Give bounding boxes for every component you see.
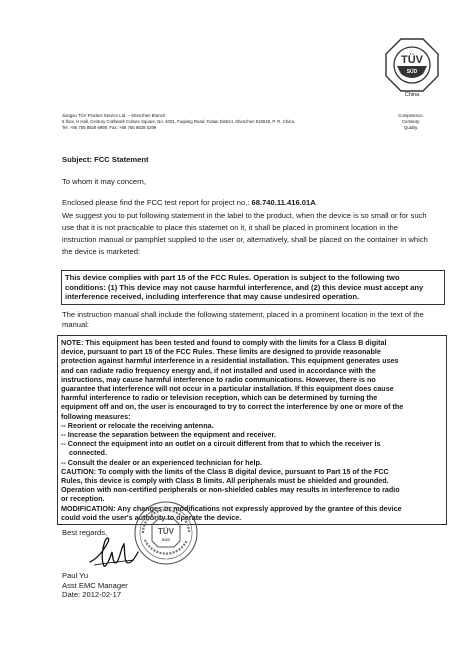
note-line: -- Consult the dealer or an experienced technician for help. <box>61 457 262 467</box>
stamp-text: TÜV <box>158 527 174 536</box>
note-line: -- Increase the separation between the equipment and receiver. <box>61 430 276 440</box>
greeting: To whom it may concern, <box>62 177 146 186</box>
paragraph-line: use that it is not practicable to place this statemet on it, it shall be placed in prominent location in the <box>62 223 399 232</box>
stamp-sub: SÜD <box>161 537 171 542</box>
signer-block <box>62 571 128 600</box>
statement-line: conditions: (1) This device may not cause harmful interference, and (2) this device must accept any <box>65 282 424 292</box>
company-line: Tel: +86 755 8828 6998, Fax: +86 755 8828 5299 <box>62 124 157 130</box>
company-address <box>62 113 392 130</box>
note-line: -- Reorient or relocate the receiving antenna. <box>61 420 214 430</box>
note-line: NOTE: This equipment has been tested and found to comply with the limits for a Class B digital <box>61 338 387 347</box>
note-line: could void the user's authority to operate the device. <box>61 512 242 522</box>
note-line: and can radiate radio frequency energy and, if not installed and used in accordance with the <box>61 365 376 375</box>
paragraph-line: We suggest you to put following statement in the label to the product, when the device is so small or for such <box>62 211 427 220</box>
enclosed-prefix: Enclosed please find the FCC test report for project no.: <box>62 198 252 207</box>
note-line: Rules, this device is comply with Class B limits. All peripherals must be shielded and grounded. <box>61 476 389 486</box>
motto-line: Certainty. <box>401 118 421 124</box>
instruction-paragraph <box>62 210 442 258</box>
paragraph-line: the device is marketed: <box>62 247 141 256</box>
company-line: 6 floor, H Hall, Century Craftwork Culture Square, No. 4001, Fuqiang Road, Futian District, Shenzhen 518048, P. R. China, <box>62 118 296 124</box>
note-line: harmful interference to radio or television reception, which can be determined by turning the <box>61 393 378 403</box>
logo-text: TÜV <box>401 54 423 66</box>
project-number: 68.740.11.416.01A <box>251 198 316 207</box>
note-line: -- Connect the equipment into an outlet on a circuit different from that to which the receiver is <box>61 439 381 449</box>
motto-line: Quality. <box>403 124 419 130</box>
note-line: Operation with non-certified peripherals or non-shielded cables may results in interference to radio <box>61 485 400 495</box>
company-seal-stamp <box>133 500 199 566</box>
note-line: equipment off and on, the user is encouraged to try to correct the interference by one or more of the <box>61 402 404 412</box>
company-line: Jiangsu TÜV Product Service Ltd. – Shenzhen Branch <box>62 113 166 118</box>
note-line: guarantee that interference will not occur in a particular installation. If this equipment does cause <box>61 384 394 394</box>
subject-line: Subject: FCC Statement <box>62 155 149 164</box>
note-line: MODIFICATION: Any changes or modifications not expressly approved by the grantee of this device <box>61 503 402 513</box>
signer-name: Paul Yu <box>62 571 89 580</box>
logo-sub: SÜD <box>406 69 418 75</box>
statement-line: interference received, including interference that may cause undesired operation. <box>65 292 360 302</box>
note-line: CAUTION: To comply with the limits of the Class B digital device, pursuant to Part 15 of the FCC <box>61 466 389 476</box>
paragraph-line: manual: <box>62 320 90 329</box>
note-line: or reception. <box>61 494 105 504</box>
note-line: following measures: <box>61 411 131 421</box>
statement-line: This device complies with part 15 of the FCC Rules. Operation is subject to the following two <box>65 273 400 282</box>
note-line: connected. <box>69 448 107 458</box>
manual-paragraph <box>62 310 442 330</box>
note-line: instructions, may cause harmful interference to radio communications. However, there is no <box>61 374 376 384</box>
closing: Best regards, <box>62 528 108 537</box>
enclosed-line <box>62 198 316 208</box>
signer-title: Asst EMC Manager <box>62 580 128 590</box>
tuv-sud-logo <box>385 38 439 92</box>
motto-line: Competence. <box>398 113 424 118</box>
paragraph-line: The instruction manual shall include the following statement, placed in a prominent location in the text of the <box>62 310 424 319</box>
fcc-note-box <box>57 335 447 525</box>
note-line: device, pursuant to part 15 of the FCC Rules. These limits are designed to provide reasonable <box>61 347 381 357</box>
company-motto <box>376 113 446 130</box>
note-line: protection against harmful interference in a residential installation. This equipment generates uses <box>61 356 399 366</box>
letter-date: Date: 2012-02-17 <box>62 590 122 599</box>
logo-caption: China <box>404 92 420 98</box>
paragraph-line: instruction manual or pamphlet supplied to the user or, alternatively, shall be placed on the container in which <box>62 235 428 244</box>
compliance-statement-box <box>61 270 445 305</box>
